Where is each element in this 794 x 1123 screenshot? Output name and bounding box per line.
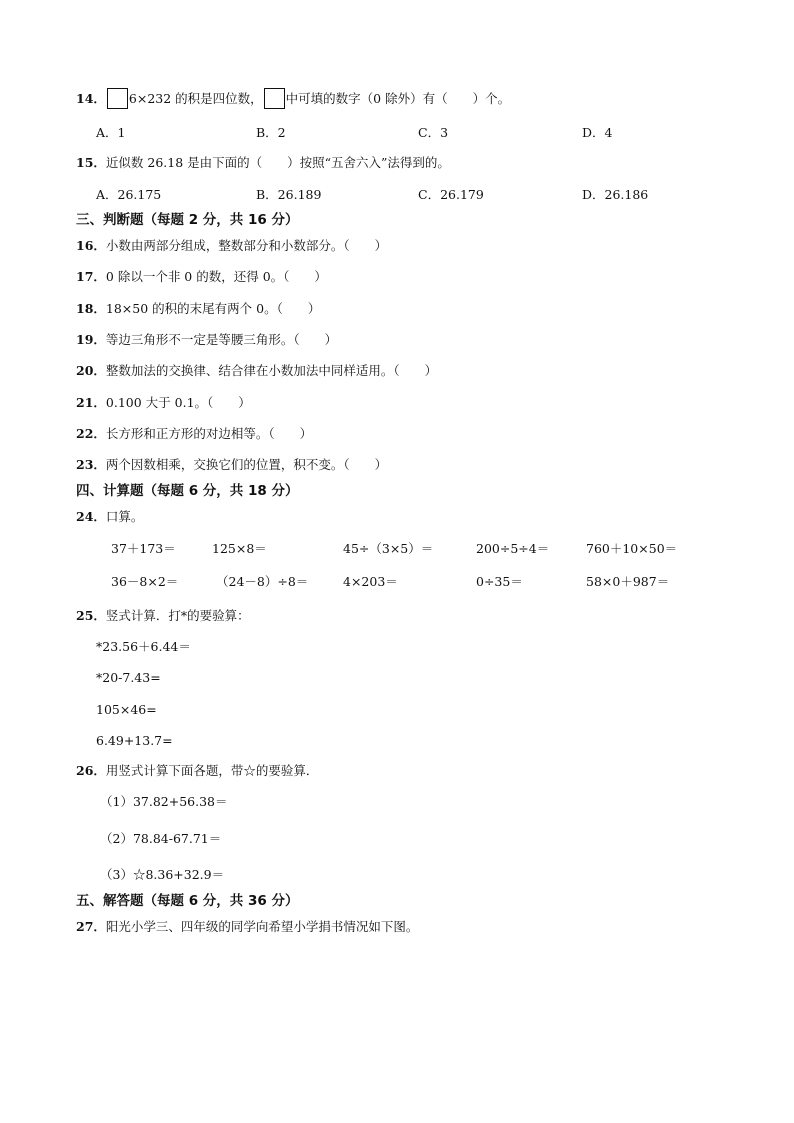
option-c: C．3 [418,125,449,140]
question-number: 27． [76,919,106,934]
question-text: 0.100 大于 0.1。（ ） [105,395,251,410]
question-number: 17． [76,269,106,284]
option-a: A．1 [96,125,126,140]
option-b: B．26.189 [256,187,322,202]
option-d: D．26.186 [582,187,649,202]
question-18 [76,300,320,318]
mental-calc-item: 45÷（3×5）＝ [343,541,434,556]
question-text: 中可填的数字（0 除外）有（ ）个。 [285,91,511,106]
question-number: 26． [76,763,106,778]
mental-calc-item: 37＋173＝ [111,541,176,556]
question-number: 22． [76,426,106,441]
question-21 [76,394,251,412]
question-text: 两个因数相乘，交换它们的位置，积不变。（ ） [105,457,388,472]
section-heading: 三、判断题（每题 2 分，共 16 分） [76,212,299,228]
question-20 [76,362,437,380]
mental-calc-item: 36－8×2＝ [111,574,179,589]
question-number: 18． [76,301,106,316]
question-14 [76,88,510,109]
blank-box [264,88,285,109]
question-26 [76,762,318,780]
question-text: 小数由两部分组成，整数部分和小数部分。（ ） [105,238,388,253]
section-heading: 四、计算题（每题 6 分，共 18 分） [76,483,299,499]
question-text: 近似数 26.18 是由下面的（ ）按照“五舍六入”法得到的。 [105,155,450,170]
vertical-calc-item: 6.49+13.7= [96,733,173,748]
question-number: 24． [76,509,106,524]
question-22 [76,425,312,443]
question-17 [76,268,327,286]
question-number: 16． [76,238,106,253]
question-15 [76,154,450,172]
vertical-calc-item: （1）37.82+56.38＝ [100,794,228,809]
question-text: 0 除以一个非 0 的数，还得 0。（ ） [105,269,327,284]
question-text: 用竖式计算下面各题，带☆的要验算． [105,763,319,778]
question-19 [76,331,337,349]
question-text: 阳光小学三、四年级的同学向希望小学捐书情况如下图。 [105,919,419,934]
question-16 [76,237,387,255]
question-27 [76,918,418,936]
question-number: 14． [76,91,106,106]
mental-calc-item: 4×203＝ [343,574,398,589]
option-c: C．26.179 [418,187,484,202]
blank-box [107,88,128,109]
section-heading: 五、解答题（每题 6 分，共 36 分） [76,893,299,909]
question-text: 口算。 [105,509,144,524]
vertical-calc-item: *20-7.43= [96,670,161,685]
mental-calc-item: 760＋10×50＝ [586,541,678,556]
option-d: D．4 [582,125,613,140]
question-number: 19． [76,332,106,347]
mental-calc-item: 200÷5÷4＝ [476,541,550,556]
question-24 [76,508,143,526]
option-a: A．26.175 [96,187,162,202]
question-25 [76,607,250,625]
question-number: 21． [76,395,106,410]
question-text: 等边三角形不一定是等腰三角形。（ ） [105,332,338,347]
question-text: 18×50 的积的末尾有两个 0。（ ） [105,301,321,316]
question-number: 15． [76,155,106,170]
question-text: 6×232 的积是四位数， [128,91,263,106]
mental-calc-item: 125×8＝ [212,541,267,556]
mental-calc-item: 0÷35＝ [476,574,523,589]
mental-calc-item: （24－8）÷8＝ [216,574,309,589]
vertical-calc-item: （3）☆8.36+32.9＝ [100,867,225,882]
question-number: 23． [76,457,106,472]
question-number: 20． [76,363,106,378]
question-23 [76,456,387,474]
vertical-calc-item: （2）78.84-67.71＝ [100,831,222,846]
question-number: 25． [76,608,106,623]
mental-calc-item: 58×0＋987＝ [586,574,670,589]
question-text: 整数加法的交换律、结合律在小数加法中同样适用。（ ） [105,363,438,378]
question-text: 竖式计算．打*的要验算： [105,608,250,623]
option-b: B．2 [256,125,286,140]
question-text: 长方形和正方形的对边相等。（ ） [105,426,313,441]
vertical-calc-item: *23.56＋6.44＝ [96,639,191,654]
vertical-calc-item: 105×46= [96,702,157,717]
